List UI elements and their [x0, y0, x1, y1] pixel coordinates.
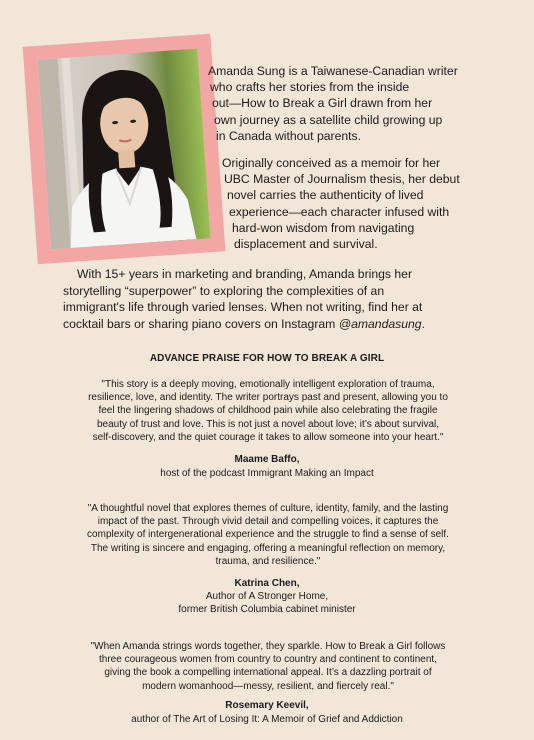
quote-line: trauma, and resilience." [215, 555, 321, 567]
bio-line: immigrant's life through varied lenses. When not writing, find her at [63, 300, 423, 314]
role-line: Author of A Stronger Home, [205, 591, 329, 602]
bio-line: own journey as a satellite child growing up [214, 112, 443, 127]
bio-line: hard-won wisdom from navigating [232, 220, 415, 235]
quote-line: feel the lingering shadows of childhood pain while also celebrating the fragile [98, 405, 438, 417]
quote-line: resilience, love, and identity. The writer portrays past and present, allowing you to [88, 392, 448, 404]
quote-line: impact of the past. Through vivid detail and compelling voices, it captures the [97, 516, 439, 528]
praise-quote-3 [62, 640, 474, 693]
bio-line: in Canada without parents. [216, 128, 361, 143]
bio-line [63, 316, 503, 333]
instagram-handle: @amandasung [338, 316, 422, 331]
bio-line: storytelling “superpower” to exploring the complexities of an [63, 283, 385, 298]
praise-author-name-3: Rosemary Keevil, [225, 700, 309, 711]
quote-line: beauty of trust and love. This is not just a novel about love; it’s about survival, [96, 418, 440, 430]
bio-line-text: cocktail bars or sharing piano covers on Instagram [63, 316, 339, 331]
quote-line: complexity of intergenerational experience and the struggle to find a sense of self. [87, 529, 449, 541]
quote-line: The writing is sincere and engaging, offering a meaningful reflection on memory, [90, 542, 446, 554]
quote-line: self-discovery, and the quiet courage it takes to allow someone into your heart." [92, 431, 444, 443]
bio-line: Amanda Sung is a Taiwanese-Canadian writer [208, 64, 458, 78]
bio-line: Originally conceived as a memoir for her [222, 156, 441, 170]
bio-line: With 15+ years in marketing and branding, Amanda brings her [77, 267, 413, 281]
bio-line: out—How to Break a Girl drawn from her [212, 96, 433, 111]
role-line: host of the podcast Immigrant Making an Impact [160, 468, 374, 479]
praise-author-role-2 [0, 590, 534, 616]
bio-line: novel carries the authenticity of lived [227, 188, 424, 203]
role-line: former British Columbia cabinet minister [178, 604, 356, 615]
bio-paragraph-3 [63, 266, 503, 332]
bio-line: displacement and survival. [234, 237, 378, 252]
praise-author-role-3 [0, 713, 534, 726]
bio-line: who crafts her stories from the inside [210, 80, 410, 95]
bio-paragraph-1 [0, 63, 458, 144]
praise-author-role-1 [0, 467, 534, 480]
bio-line-suffix: . [421, 316, 425, 331]
praise-quote-1 [62, 378, 474, 444]
quote-line: giving the book a compelling international appeal. It’s a dazzling portrait of [104, 667, 432, 679]
praise-quote-2 [62, 502, 474, 568]
role-line: author of The Art of Losing It: A Memoir of Grief and Addiction [131, 714, 403, 725]
quote-line: "A thoughtful novel that explores themes of culture, identity, family, and the lasting [87, 503, 449, 514]
bio-line: UBC Master of Journalism thesis, her debut [224, 172, 460, 187]
quote-line: three courageous women from country to country and continent to continent, [99, 654, 437, 666]
praise-author-name-2: Katrina Chen, [234, 578, 300, 589]
quote-line: "When Amanda strings words together, they sparkle. How to Break a Girl follows [90, 641, 446, 652]
bio-paragraph-2 [0, 155, 460, 252]
praise-heading: ADVANCE PRAISE FOR HOW TO BREAK A GIRL [149, 353, 385, 364]
quote-line: "This story is a deeply moving, emotionally intelligent exploration of trauma, [101, 379, 435, 390]
praise-author-name-1: Maame Baffo, [234, 454, 300, 465]
quote-line: modern womanhood—messy, resilient, and fiercely real." [142, 680, 394, 692]
bio-line: experience—each character infused with [229, 204, 450, 219]
